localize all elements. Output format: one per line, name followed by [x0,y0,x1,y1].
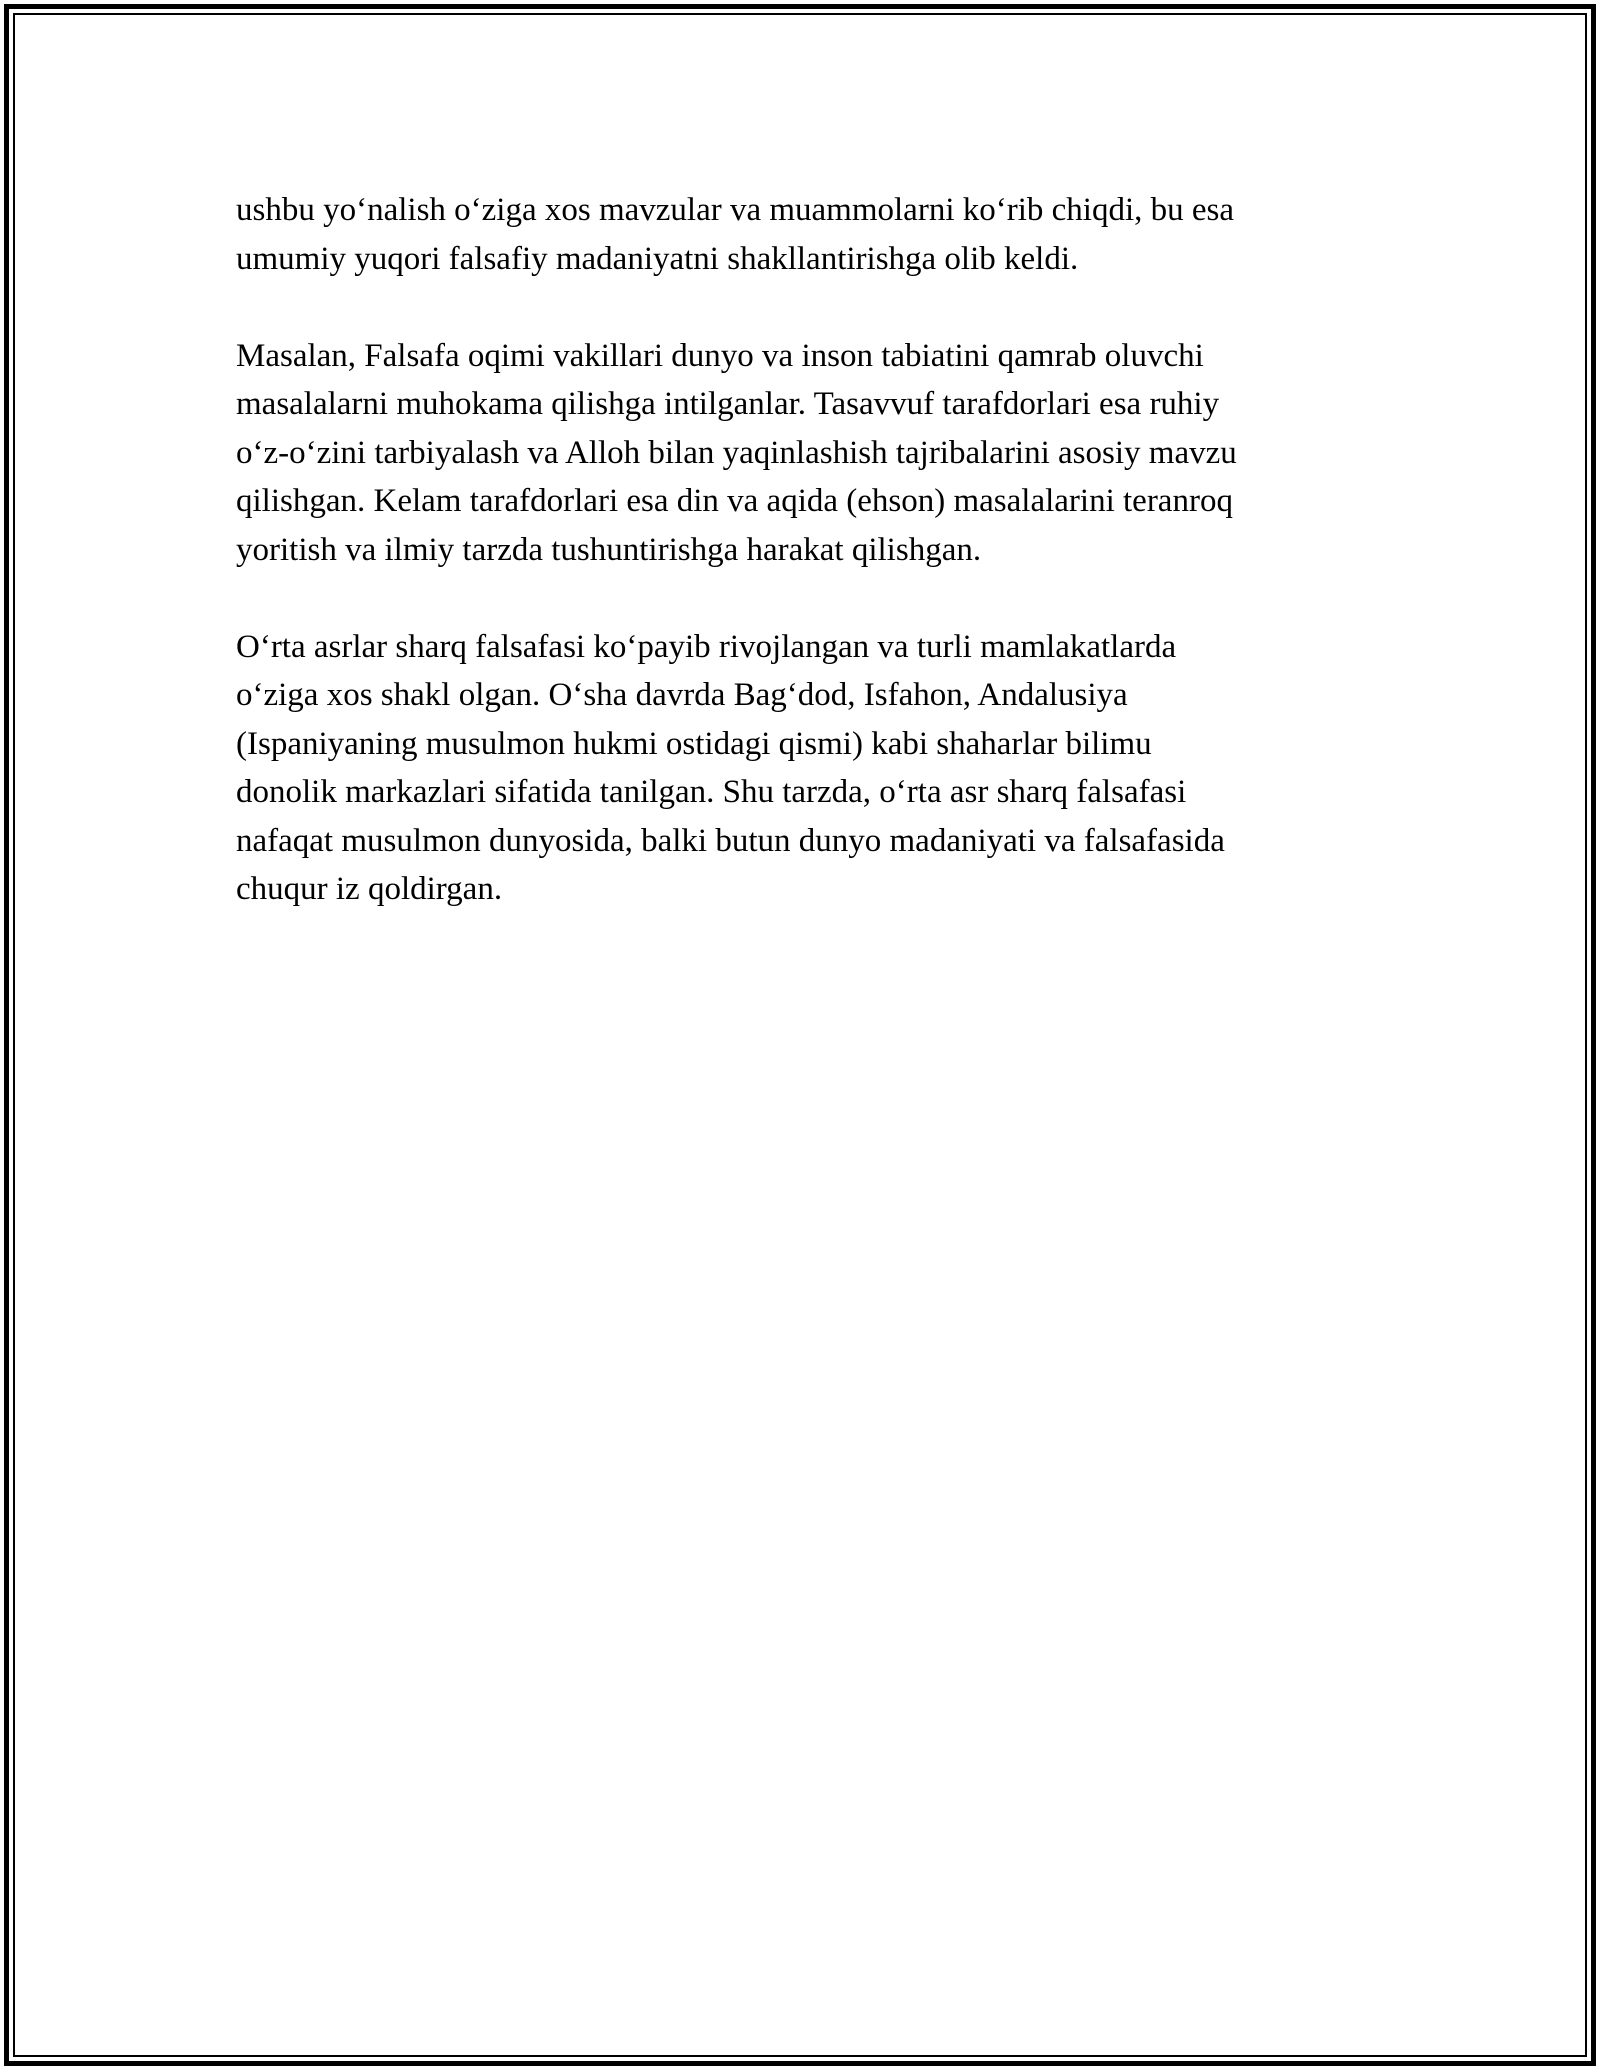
text-line: o‘ziga xos shakl olgan. O‘sha davrda Bag‘dod, Isfahon, Andalusiya [236,677,1128,713]
text-line: (Ispaniyaning musulmon hukmi ostidagi qismi) kabi shaharlar bilimu [236,725,1152,762]
paragraph-3 [236,623,1356,914]
text-line: O‘rta asrlar sharq falsafasi ko‘payib rivojlangan va turli mamlakatlarda [236,628,1177,665]
text-line: qilishgan. Kelam tarafdorlari esa din va aqida (ehson) masalalarini teranroq [236,483,1233,519]
text-line: nafaqat musulmon dunyosida, balki butun dunyo madaniyati va falsafasida [236,822,1225,859]
paragraph-2 [236,332,1356,575]
text-line: yoritish va ilmiy tarzda tushuntirishga harakat qilishgan. [236,531,982,568]
text-line: umumiy yuqori falsafiy madaniyatni shakllantirishga olib keldi. [236,240,1079,277]
text-line: ushbu yo‘nalish o‘ziga xos mavzular va muammolarni ko‘rib chiqdi, bu esa [236,192,1235,228]
text-line: o‘z-o‘zini tarbiyalash va Alloh bilan yaqinlashish tajribalarini asosiy mavzu [236,434,1237,471]
text-line: Masalan, Falsafa oqimi vakillari dunyo va inson tabiatini qamrab oluvchi [236,337,1204,374]
text-line: donolik markazlari sifatida tanilgan. Shu tarzda, o‘rta asr sharq falsafasi [236,774,1187,810]
paragraph-1 [236,186,1356,283]
text-line: masalalarni muhokama qilishga intilganlar. Tasavvuf tarafdorlari esa ruhiy [236,386,1220,422]
text-line: chuqur iz qoldirgan. [236,871,503,907]
document-body [236,186,1356,962]
